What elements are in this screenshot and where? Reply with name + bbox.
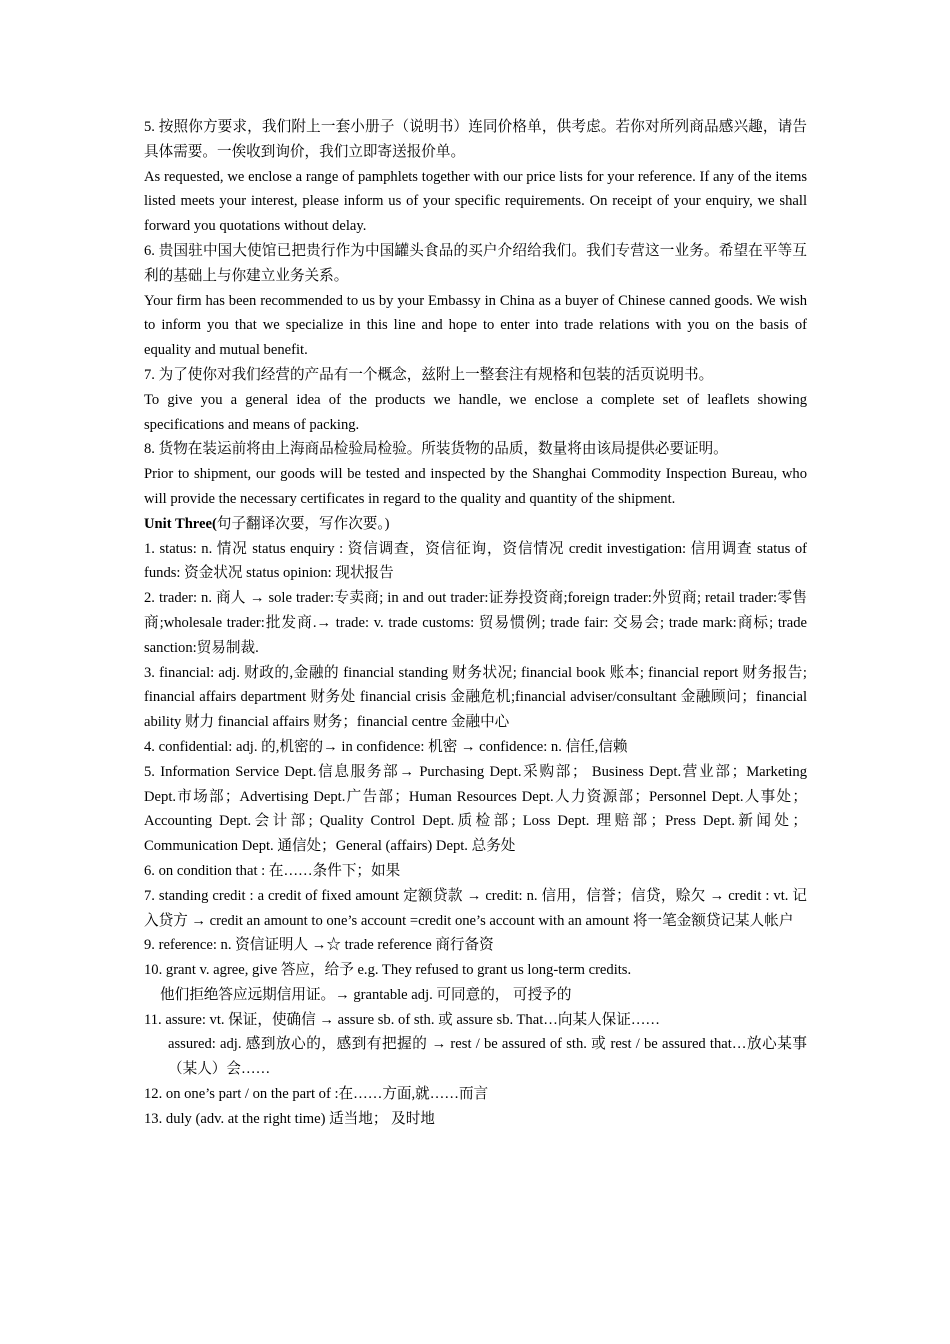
paragraph-7-cn: 7. 为了使你对我们经营的产品有一个概念，兹附上一整套注有规格和包装的活页说明书。	[144, 366, 714, 383]
document-page	[144, 115, 807, 1132]
vocab-4: 4. confidential: adj. 的,机密的→ in confidence: 机密 → confidence: n. 信任,信赖	[144, 738, 628, 755]
vocab-10-continuation: 他们拒绝答应远期信用证。→ grantable adj. 可同意的， 可授予的	[160, 986, 572, 1003]
unit-heading-title: Unit Three(	[144, 515, 217, 532]
vocab-1: 1. status: n. 情况 status enquiry : 资信调查，资信征询，资信情况 credit investigation: 信用调查 status of funds: 资金状况 status opinion: 现状报告	[144, 540, 807, 582]
vocab-10: 10. grant v. agree, give 答应，给予 e.g. They refused to grant us long-term credits.	[144, 962, 632, 979]
paragraph-6-en: Your firm has been recommended to us by your Embassy in China as a buyer of Chinese canned goods. We wish to inform you that we specialize in this line and hope to enter into trade relations with you on the basis of equality and mutual benefit.	[144, 292, 807, 359]
paragraph-8-en: Prior to shipment, our goods will be tested and inspected by the Shanghai Commodity Inspection Bureau, who will provide the necessary certificates in regard to the quality and quantity of the shipment.	[144, 466, 807, 507]
vocab-6: 6. on condition that : 在……条件下；如果	[144, 862, 401, 879]
unit-heading	[144, 512, 807, 537]
vocab-12: 12. on one’s part / on the part of :在……方面,就……而言	[144, 1086, 489, 1103]
paragraph-5-en: As requested, we enclose a range of pamphlets together with our price lists for your reference. If any of the items listed meets your interest, please inform us of your specific requirements. On receipt of your enquiry, we shall forward you quotations without delay.	[144, 168, 807, 235]
paragraph-7-en: To give you a general idea of the products we handle, we enclose a complete set of leaflets showing specifications and means of packing.	[144, 391, 807, 433]
paragraph-8-cn: 8. 货物在装运前将由上海商品检验局检验。所装货物的品质，数量将由该局提供必要证明。	[144, 441, 728, 458]
vocab-3: 3. financial: adj. 财政的,金融的 financial standing 财务状况; financial book 账本; financial report 财务报告; financial affairs department 财务处 financial crisis 金融危机;financial adviser/consultant 金融顾问；financial ability 财力 financial affairs 财务；financial centre 金融中心	[144, 664, 807, 731]
vocab-11: 11. assure: vt. 保证，使确信 → assure sb. of sth. 或 assure sb. That…向某人保证……	[144, 1011, 661, 1028]
paragraph-5-cn: 5. 按照你方要求，我们附上一套小册子（说明书）连同价格单，供考虑。若你对所列商品感兴趣，请告具体需要。一俟收到询价，我们立即寄送报价单。	[144, 119, 807, 160]
vocab-9: 9. reference: n. 资信证明人 →☆ trade reference 商行备资	[144, 937, 494, 954]
vocab-2: 2. trader: n. 商人 → sole trader:专卖商; in and out trader:证券投资商;foreign trader:外贸商; retail trader:零售商;wholesale trader:批发商.→ trade: v. trade customs: 贸易惯例; trade fair: 交易会; trade mark:商标; trade sanction:贸易制裁.	[144, 590, 807, 656]
vocab-7: 7. standing credit : a credit of fixed amount 定额贷款 → credit: n. 信用，信誉；信贷，赊欠 → credit : vt. 记入贷方 → credit an amount to one’s account =credit one’s account with an amount 将一笔金额贷记某人帐户	[144, 887, 807, 929]
vocab-11-continuation: assured: adj. 感到放心的，感到有把握的 → rest / be assured of sth. 或 rest / be assured that…放心某事（某人）会……	[168, 1036, 807, 1078]
vocab-13: 13. duly (adv. at the right time) 适当地； 及时地	[144, 1110, 435, 1127]
unit-heading-note: 句子翻译次要，写作次要。)	[216, 515, 390, 532]
paragraph-6-cn: 6. 贵国驻中国大使馆已把贵行作为中国罐头食品的买户介绍给我们。我们专营这一业务。希望在平等互利的基础上与你建立业务关系。	[144, 242, 807, 284]
vocab-5: 5. Information Service Dept.信息服务部→ Purchasing Dept.采购部； Business Dept.营业部；Marketing Dept.市场部；Advertising Dept.广告部；Human Resources Dept.人力资源部；Personnel Dept.人事处；Accounting Dept.会计部; Quality Control Dept.质检部; Loss Dept. 理赔部；Press Dept.新闻处；Communication Dept. 通信处；General (affairs) Dept. 总务处	[144, 763, 807, 855]
